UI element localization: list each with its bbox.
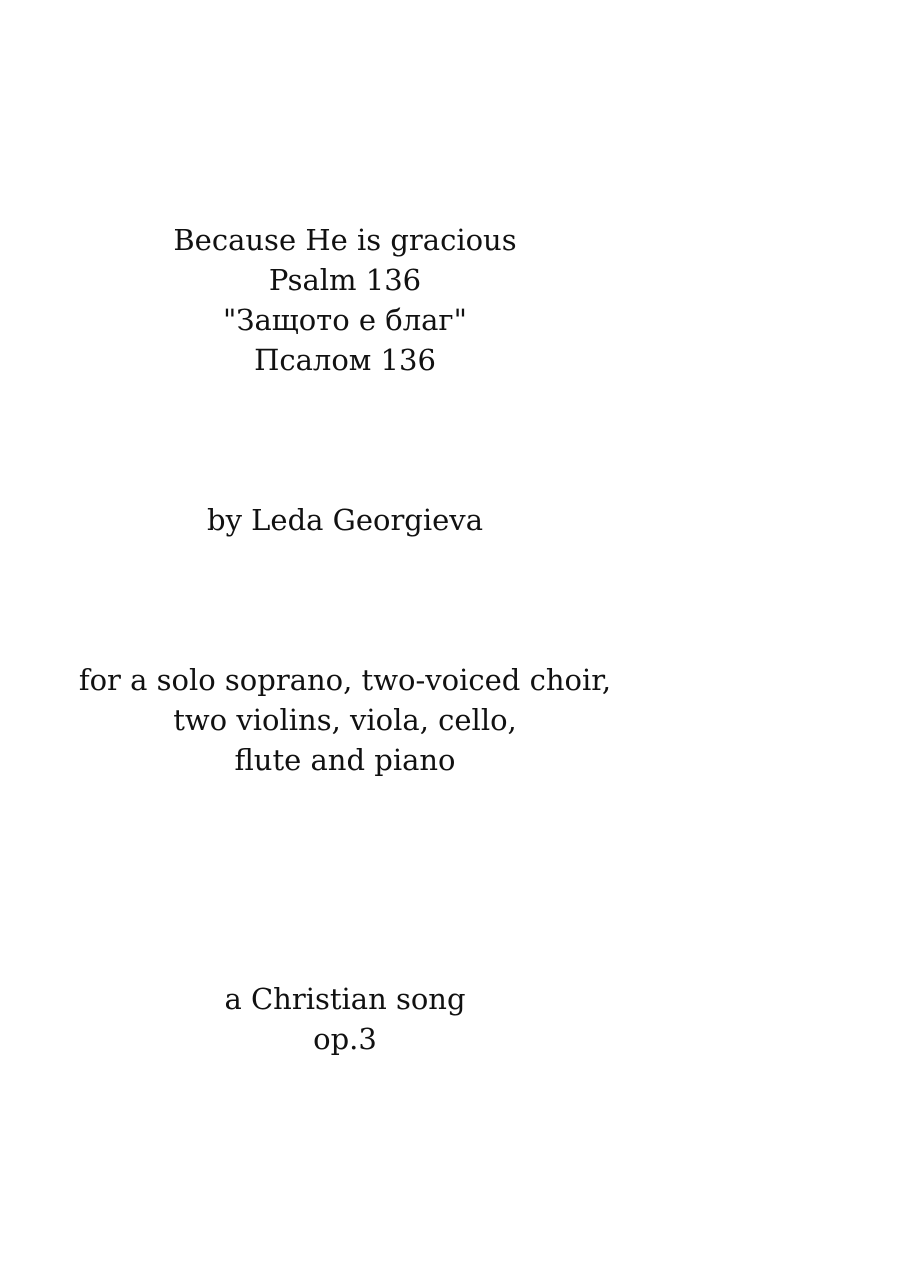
- instrumentation-line: for a solo soprano, two-voiced choir,: [78, 663, 612, 697]
- instrumentation-block: [40, 660, 650, 780]
- opus-number: op.3: [313, 1022, 377, 1056]
- instrumentation-line: two violins, viola, cello,: [173, 703, 517, 737]
- composer-block: [40, 500, 650, 540]
- instrumentation-line: flute and piano: [234, 743, 456, 777]
- english-title: Because He is gracious: [173, 223, 517, 257]
- work-info-block: [40, 979, 650, 1059]
- title-block: [40, 220, 650, 380]
- english-psalm-number: Psalm 136: [268, 263, 422, 297]
- genre-label: a Christian song: [224, 982, 466, 1016]
- bulgarian-psalm-number: Псалом 136: [254, 343, 436, 377]
- composer-credit: by Leda Georgieva: [207, 503, 483, 537]
- bulgarian-title: "Защото е благ": [223, 303, 467, 337]
